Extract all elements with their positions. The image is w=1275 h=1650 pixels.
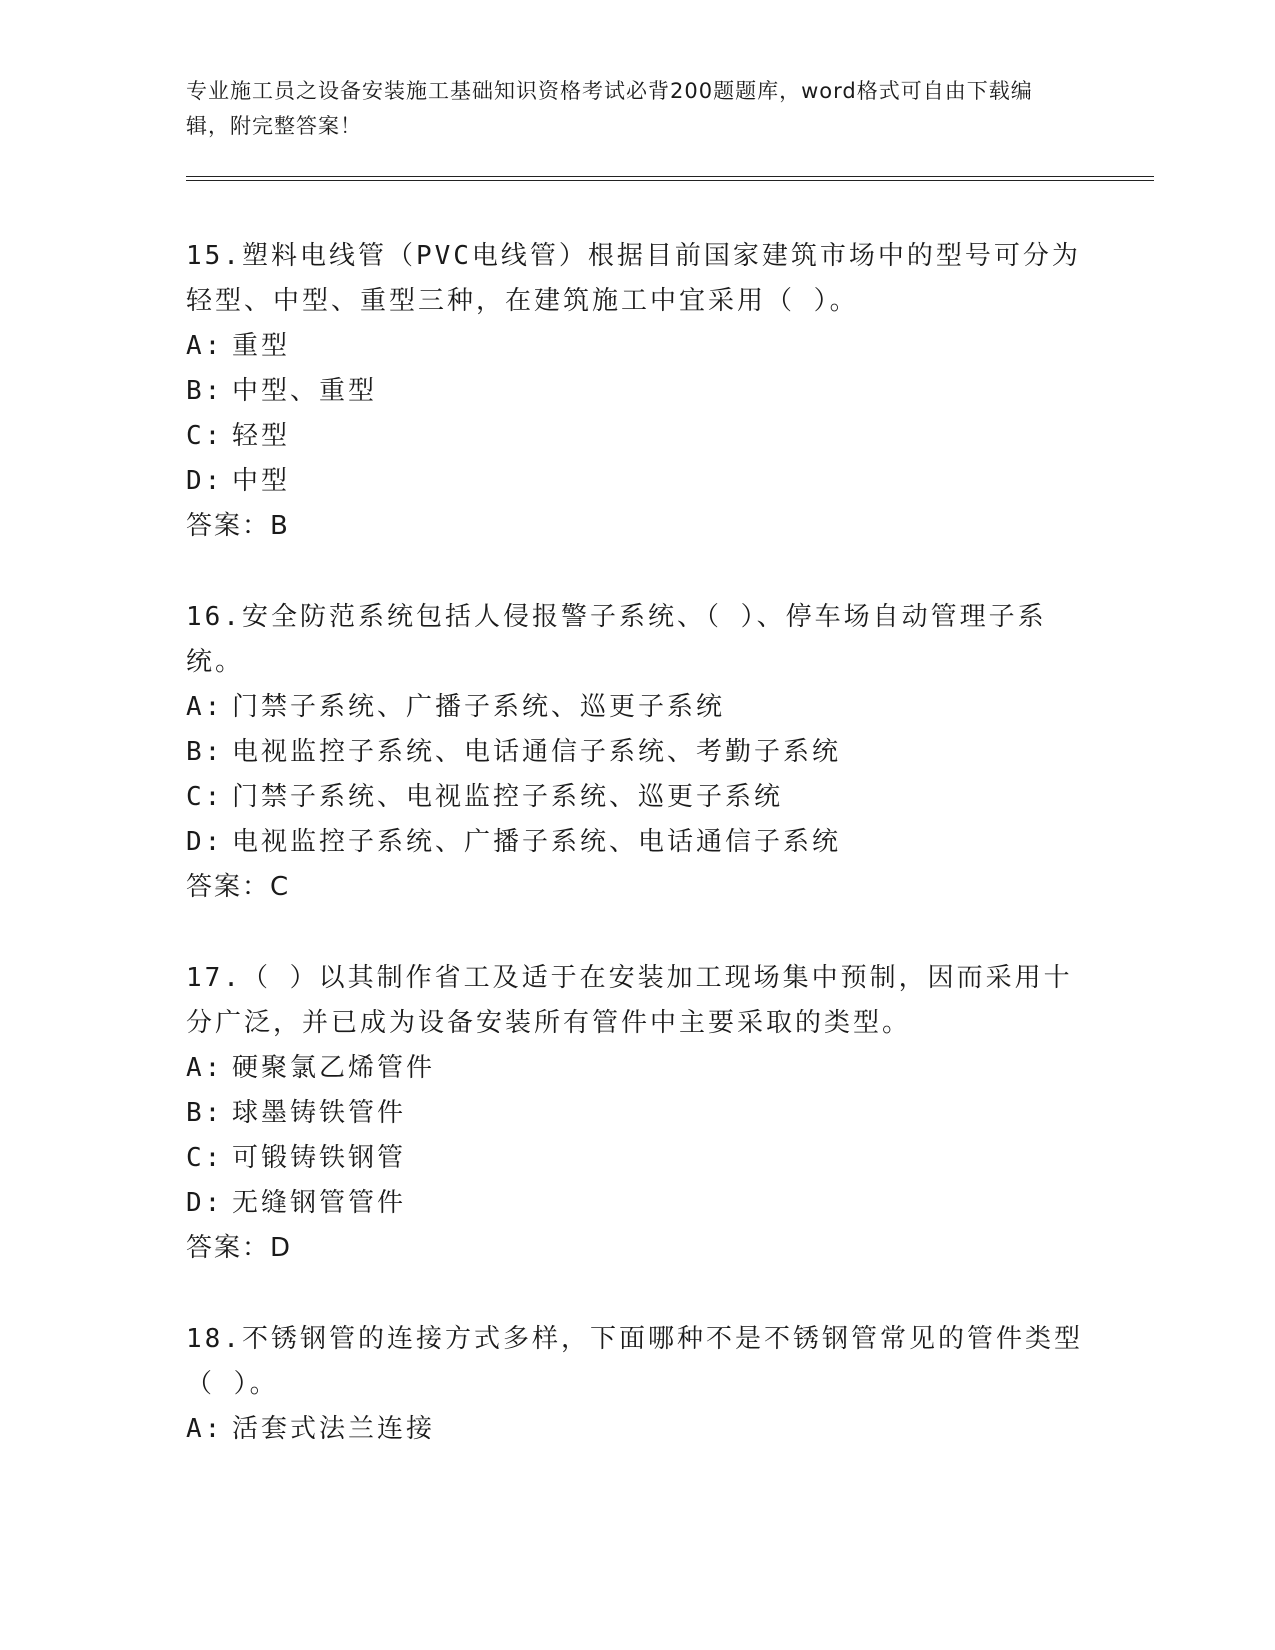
- option-letter: C:: [186, 1143, 224, 1173]
- question-stem: 15.塑料电线管（PVC电线管）根据目前国家建筑市场中的型号可分为轻型、中型、重型三种，在建筑施工中宜采用（ ）。: [186, 241, 1081, 316]
- option-b: [186, 1091, 1086, 1136]
- document-header: [186, 74, 1076, 144]
- option-text: 电视监控子系统、电话通信子系统、考勤子系统: [232, 737, 842, 767]
- option-letter: A:: [186, 1414, 224, 1444]
- question-stem: 16.安全防范系统包括人侵报警子系统、（ ）、停车场自动管理子系统。: [186, 602, 1047, 677]
- option-c: [186, 1136, 1086, 1181]
- option-letter: B:: [186, 1098, 224, 1128]
- option-d: [186, 820, 1086, 865]
- option-d: [186, 1181, 1086, 1226]
- option-text: 门禁子系统、广播子系统、巡更子系统: [232, 692, 726, 722]
- option-text: 活套式法兰连接: [232, 1414, 436, 1444]
- option-text: 硬聚氯乙烯管件: [232, 1053, 436, 1083]
- option-letter: D:: [186, 1188, 224, 1218]
- header-divider: [186, 176, 1154, 181]
- option-text: 可锻铸铁钢管: [232, 1143, 407, 1173]
- option-text: 无缝钢管管件: [232, 1188, 407, 1218]
- option-letter: A:: [186, 1053, 224, 1083]
- option-c: [186, 414, 1086, 459]
- option-b: [186, 369, 1086, 414]
- option-a: [186, 1407, 1086, 1452]
- answer-line: 答案：C: [186, 872, 291, 902]
- question-18: [186, 1317, 1086, 1452]
- option-text: 球墨铸铁管件: [232, 1098, 407, 1128]
- option-a: [186, 685, 1086, 730]
- option-letter: A:: [186, 692, 224, 722]
- option-text: 电视监控子系统、广播子系统、电话通信子系统: [232, 827, 842, 857]
- option-d: [186, 459, 1086, 504]
- option-c: [186, 775, 1086, 820]
- question-list: [186, 234, 1086, 1498]
- header-title: 专业施工员之设备安装施工基础知识资格考试必背200题题库，word格式可自由下载编辑，附完整答案！: [186, 79, 1033, 138]
- question-16: [186, 595, 1086, 910]
- option-letter: B:: [186, 376, 224, 406]
- question-17: [186, 956, 1086, 1271]
- option-text: 重型: [232, 331, 291, 361]
- option-a: [186, 1046, 1086, 1091]
- option-text: 中型、重型: [232, 376, 378, 406]
- option-letter: D:: [186, 466, 224, 496]
- option-letter: C:: [186, 782, 224, 812]
- question-stem: 18.不锈钢管的连接方式多样，下面哪种不是不锈钢管常见的管件类型（ ）。: [186, 1324, 1083, 1399]
- option-b: [186, 730, 1086, 775]
- option-letter: A:: [186, 331, 224, 361]
- option-a: [186, 324, 1086, 369]
- answer-line: 答案：B: [186, 511, 290, 541]
- option-letter: B:: [186, 737, 224, 767]
- answer-line: 答案：D: [186, 1233, 293, 1263]
- option-letter: D:: [186, 827, 224, 857]
- option-letter: C:: [186, 421, 224, 451]
- question-stem: 17.（ ）以其制作省工及适于在安装加工现场集中预制，因而采用十分广泛，并已成为设备安装所有管件中主要采取的类型。: [186, 963, 1073, 1038]
- option-text: 轻型: [232, 421, 291, 451]
- question-15: [186, 234, 1086, 549]
- option-text: 中型: [232, 466, 291, 496]
- option-text: 门禁子系统、电视监控子系统、巡更子系统: [232, 782, 784, 812]
